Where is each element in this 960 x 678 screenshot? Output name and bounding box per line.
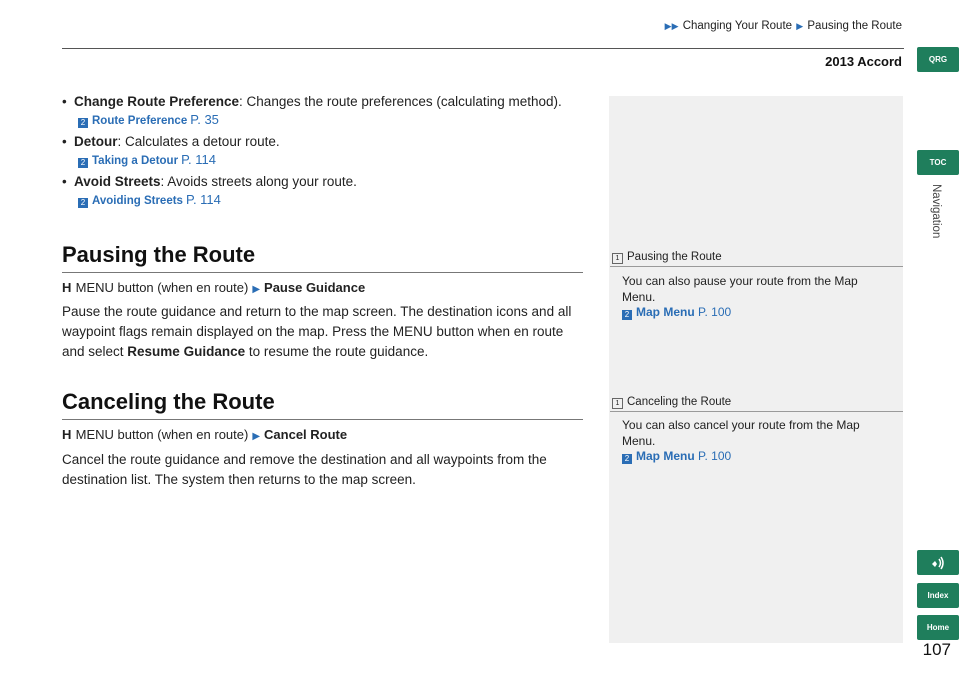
section-heading: Pausing the Route <box>62 242 256 267</box>
bullet-desc: : Calculates a detour route. <box>117 134 280 149</box>
toc-tab[interactable]: TOC <box>917 150 959 175</box>
ref-page: P. 100 <box>698 449 732 463</box>
note-reference-link[interactable] <box>622 305 731 320</box>
qrg-tab[interactable]: QRG <box>917 47 959 72</box>
home-key-icon: H <box>62 427 72 442</box>
bullet-term: Change Route Preference <box>74 94 240 109</box>
home-tab[interactable]: Home <box>917 615 959 640</box>
heading-rule <box>62 272 583 273</box>
cross-reference-link[interactable] <box>78 152 216 168</box>
home-key-icon: H <box>62 280 72 295</box>
note-rule <box>610 266 903 267</box>
voice-command-tab[interactable] <box>917 550 959 575</box>
note-title-text: Canceling the Route <box>627 396 732 408</box>
breadcrumb-item[interactable]: Changing Your Route <box>682 20 793 32</box>
section-side-label: Navigation <box>930 184 942 239</box>
note-title <box>612 251 722 264</box>
note-title-text: Pausing the Route <box>627 251 722 263</box>
model-title: 2013 Accord <box>825 54 902 69</box>
bullet-item <box>62 134 280 149</box>
ref-page: P. 100 <box>698 305 732 319</box>
ref-label: Taking a Detour <box>92 155 179 167</box>
triangle-right-icon: ▶ <box>796 21 804 31</box>
menu-path <box>62 280 365 295</box>
triangle-right-icon: ▶▶ <box>664 21 679 31</box>
menu-item: Cancel Route <box>264 427 348 442</box>
menu-prefix: MENU button (when en route) <box>75 280 249 295</box>
bullet-term: Avoid Streets <box>74 174 161 189</box>
page-number: 107 <box>922 640 951 659</box>
index-tab[interactable]: Index <box>917 583 959 608</box>
ref-page: P. 35 <box>190 112 219 127</box>
cross-reference-link[interactable] <box>78 112 219 128</box>
note-reference-link[interactable] <box>622 449 731 464</box>
bullet-item <box>62 174 357 189</box>
triangle-right-icon: ▶ <box>252 431 261 442</box>
note-title <box>612 396 731 409</box>
link-arrow-icon: 2 <box>622 310 632 320</box>
note-icon: 1 <box>612 253 623 264</box>
menu-prefix: MENU button (when en route) <box>75 427 249 442</box>
note-body: You can also cancel your route from the Map Menu. <box>622 418 860 448</box>
bullet-dot: • <box>62 94 67 109</box>
menu-item: Pause Guidance <box>264 280 366 295</box>
bullet-dot: • <box>62 134 67 149</box>
bullet-desc: : Avoids streets along your route. <box>160 174 357 189</box>
note-body: You can also pause your route from the Map Menu. <box>622 274 858 304</box>
ref-page: P. 114 <box>185 192 221 207</box>
link-arrow-icon: 2 <box>78 198 88 208</box>
note-icon: 1 <box>612 398 623 409</box>
section-heading: Canceling the Route <box>62 389 275 414</box>
ref-label: Map Menu <box>636 305 695 319</box>
paragraph-text: Pause the route guidance and return to the map screen. The destination icons and all waypoint flags remain displayed on the map. Press the MENU button when en route and select <box>62 304 572 359</box>
section-paragraph <box>62 302 584 362</box>
link-arrow-icon: 2 <box>78 118 88 128</box>
paragraph-emphasis: Resume Guidance <box>127 344 246 359</box>
header-divider <box>62 48 904 49</box>
bullet-dot: • <box>62 174 67 189</box>
link-arrow-icon: 2 <box>622 454 632 464</box>
bullet-desc: : Changes the route preferences (calculating method). <box>239 94 562 109</box>
link-arrow-icon: 2 <box>78 158 88 168</box>
ref-label: Route Preference <box>92 115 188 127</box>
paragraph-text: to resume the route guidance. <box>245 344 429 359</box>
ref-label: Avoiding Streets <box>92 195 183 207</box>
triangle-right-icon: ▶ <box>252 284 261 295</box>
menu-path <box>62 427 347 442</box>
breadcrumb <box>640 20 902 32</box>
heading-rule <box>62 419 583 420</box>
breadcrumb-item[interactable]: Pausing the Route <box>807 20 902 32</box>
ref-page: P. 114 <box>181 152 217 167</box>
section-paragraph: Cancel the route guidance and remove the destination and all waypoints from the destination list. The system then returns to the map screen. <box>62 452 547 487</box>
bullet-item <box>62 94 562 109</box>
cross-reference-link[interactable] <box>78 192 221 208</box>
note-rule <box>610 411 903 412</box>
voice-icon <box>929 555 947 571</box>
notes-panel <box>609 96 903 643</box>
ref-label: Map Menu <box>636 449 695 463</box>
bullet-term: Detour <box>74 134 118 149</box>
